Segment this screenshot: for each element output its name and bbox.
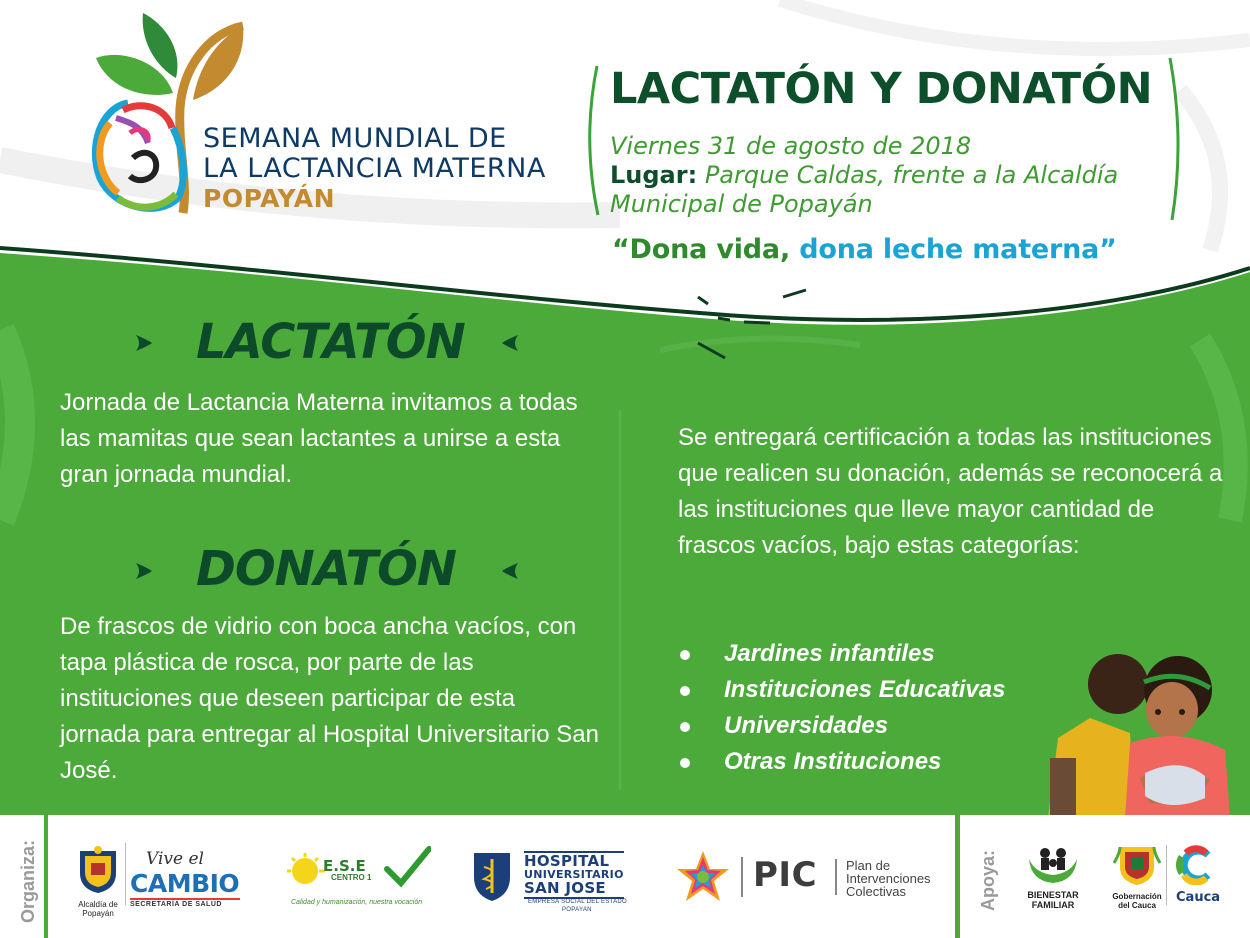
event-date: Viernes 31 de agosto de 2018 bbox=[610, 132, 972, 160]
cambio-word: CAMBIO bbox=[130, 869, 240, 898]
logo-line-2: LA LACTANCIA MATERNA bbox=[203, 153, 546, 184]
slogan-part-2: dona leche materna” bbox=[799, 234, 1117, 265]
mother-child-illustration bbox=[1040, 648, 1240, 818]
footer-divider bbox=[741, 857, 743, 897]
chevron-right-icon bbox=[132, 560, 154, 582]
donaton-body: De frascos de vidrio con boca ancha vacíos, con tapa plástica de rosca, por parte de las instituciones que deseen participar de esta jornada para entregar al Hospital Universitario San José. bbox=[60, 613, 599, 784]
bullet-icon bbox=[680, 758, 690, 768]
slogan-part-1: “Dona vida, bbox=[612, 234, 791, 265]
checkmark-icon bbox=[383, 845, 431, 889]
campaign-logo-text bbox=[203, 124, 546, 214]
bienestar-line-2: FAMILIAR bbox=[1031, 900, 1075, 910]
chevron-left-icon bbox=[500, 332, 522, 354]
pic-star-icon bbox=[675, 849, 731, 905]
lactaton-body: Jornada de Lactancia Materna invitamos a todas las mamitas que sean lactantes a unirse a esta gran jornada mundial. bbox=[60, 389, 578, 488]
list-item: Otras Instituciones bbox=[680, 744, 1005, 780]
cambio-script: Vive el bbox=[146, 849, 204, 869]
bullet-icon bbox=[680, 686, 690, 696]
event-place-value: Parque Caldas, frente a la Alcaldía Municipal de Popayán bbox=[610, 161, 1119, 218]
donaton-title: DONATÓN bbox=[196, 541, 457, 597]
bullet-icon bbox=[680, 722, 690, 732]
lactaton-title: LACTATÓN bbox=[196, 314, 465, 370]
vive-el-cambio-logo bbox=[130, 849, 240, 908]
cauca-c-icon bbox=[1176, 845, 1216, 885]
chevron-right-icon bbox=[132, 332, 154, 354]
list-item: Jardines infantiles bbox=[680, 636, 1005, 672]
bullet-icon bbox=[680, 650, 690, 660]
chevron-left-icon bbox=[500, 560, 522, 582]
hospital-line-4: EMPRESA SOCIAL DEL ESTADO bbox=[528, 899, 627, 905]
family-icon bbox=[1025, 845, 1081, 885]
event-info bbox=[610, 132, 1170, 219]
footer-divider bbox=[1166, 845, 1167, 905]
footer-divider bbox=[955, 815, 960, 938]
pic-description: Plan de Intervenciones Colectivas bbox=[846, 858, 931, 899]
ese-name: E.S.E bbox=[323, 857, 366, 875]
ese-sub: CENTRO 1 bbox=[331, 873, 372, 882]
bienestar-familiar-logo bbox=[1025, 845, 1081, 910]
hospital-name bbox=[524, 851, 624, 899]
list-item: Universidades bbox=[680, 708, 1005, 744]
apoya-label: Apoya: bbox=[978, 849, 998, 911]
footer-divider bbox=[44, 815, 48, 938]
category-list bbox=[680, 636, 1005, 780]
cambio-sub: SECRETARÍA DE SALUD bbox=[130, 898, 240, 908]
alcaldia-logo bbox=[76, 845, 120, 918]
alcaldia-name: Alcaldía de Popayán bbox=[78, 900, 118, 918]
hospital-shield-icon bbox=[470, 849, 514, 903]
gobernacion-logo bbox=[1112, 843, 1162, 910]
hospital-line-1: HOSPITAL bbox=[524, 852, 610, 870]
hospital-line-5: POPAYAN bbox=[562, 907, 592, 913]
organiza-label: Organiza: bbox=[18, 839, 38, 923]
coat-of-arms-icon bbox=[76, 845, 120, 895]
event-place bbox=[610, 161, 1170, 219]
certification-body: Se entregará certificación a todas las instituciones que realicen su donación, además se reconocerá a las instituciones que lleve mayor cantidad de frascos vacíos, bajo estas categorías: bbox=[678, 424, 1223, 559]
logo-city: POPAYÁN bbox=[203, 184, 336, 213]
event-place-label: Lugar: bbox=[610, 161, 698, 189]
gobernacion-name: Gobernación del Cauca bbox=[1112, 892, 1162, 910]
list-item: Instituciones Educativas bbox=[680, 672, 1005, 708]
footer-divider bbox=[835, 859, 837, 895]
cauca-logo bbox=[1176, 845, 1221, 905]
footer-divider bbox=[125, 843, 126, 905]
footer bbox=[0, 815, 1250, 938]
ese-slogan: Calidad y humanización, nuestra vocación bbox=[291, 899, 423, 906]
hospital-line-3: SAN JOSE bbox=[524, 879, 606, 897]
hospital-line-2: UNIVERSITARIO bbox=[524, 868, 624, 881]
pic-word: PIC bbox=[753, 855, 818, 895]
slogan bbox=[612, 234, 1117, 265]
event-title: LACTATÓN Y DONATÓN bbox=[610, 64, 1153, 114]
cauca-word: Cauca bbox=[1176, 890, 1221, 905]
logo-line-1: SEMANA MUNDIAL DE bbox=[203, 123, 507, 154]
bienestar-line-1: BIENESTAR bbox=[1027, 890, 1079, 900]
coat-of-arms-icon bbox=[1112, 843, 1162, 887]
